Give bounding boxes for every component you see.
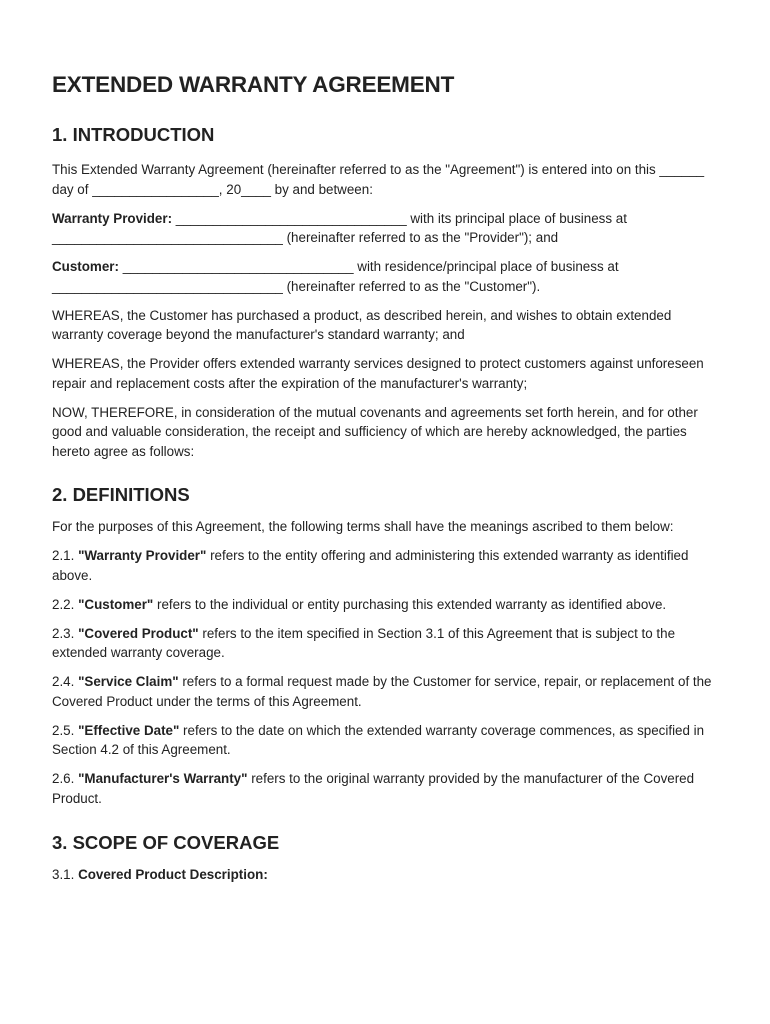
definition-number: 2.4. — [52, 674, 79, 689]
definition-item — [52, 546, 720, 585]
provider-text: _______________________________ with its principal place of business at _______________________________ (hereinafter referred to as the "Provider"); and — [52, 210, 627, 245]
whereas-paragraph-1: WHEREAS, the Customer has purchased a product, as described herein, and wishes to obtain extended warranty coverage beyond the manufacturer's standard warranty; and — [52, 307, 672, 342]
now-therefore-paragraph: NOW, THEREFORE, in consideration of the mutual covenants and agreements set forth herein, and for other good and valuable consideration, the receipt and sufficiency of which are hereby acknowledged, the parties hereto agree as follows: — [52, 404, 698, 459]
definition-text: refers to the date on which the extended warranty coverage commences, as specified in Section 4.2 of this Agreement. — [52, 722, 705, 757]
whereas-paragraph-2: WHEREAS, the Provider offers extended warranty services designed to protect customers against unforeseen repair and replacement costs after the expiration of the manufacturer's warranty; — [52, 356, 704, 391]
definition-number: 2.1. — [52, 548, 79, 563]
definition-text: refers to a formal request made by the Customer for service, repair, or replacement of the Covered Product under the terms of this Agreement. — [52, 674, 712, 709]
section-introduction — [52, 160, 720, 461]
definition-number: 2.5. — [52, 722, 79, 738]
definition-term: "Manufacturer's Warranty" — [78, 771, 248, 786]
intro-paragraph: This Extended Warranty Agreement (hereinafter referred to as the "Agreement") is entered into on this ______ day of _________________, 20____ by and between: — [52, 162, 705, 197]
definition-term: "Covered Product" — [78, 625, 199, 641]
definition-item — [52, 769, 720, 808]
section-scope-of-coverage — [52, 865, 720, 885]
customer-paragraph — [52, 257, 720, 296]
definition-item — [52, 721, 720, 760]
scope-item-number: 3.1. — [52, 867, 79, 882]
definition-text: refers to the individual or entity purchasing this extended warranty as identified above. — [153, 596, 667, 612]
provider-label: Warranty Provider: — [52, 210, 173, 226]
scope-item-label: Covered Product Description: — [78, 867, 268, 882]
definition-term: "Customer" — [78, 596, 154, 612]
definition-text: refers to the item specified in Section 3.1 of this Agreement that is subject to the extended warranty coverage. — [52, 625, 676, 660]
customer-label: Customer: — [52, 259, 119, 274]
definition-term: "Warranty Provider" — [78, 548, 207, 563]
definition-term: "Service Claim" — [78, 674, 179, 689]
document-page — [52, 70, 720, 885]
section-heading-scope-of-coverage: 3. SCOPE OF COVERAGE — [52, 832, 280, 853]
section-definitions — [52, 517, 720, 808]
definitions-intro: For the purposes of this Agreement, the following terms shall have the meanings ascribed to them below: — [52, 519, 674, 534]
definition-text: refers to the original warranty provided by the manufacturer of the Covered Product. — [52, 771, 695, 806]
definition-number: 2.2. — [52, 596, 79, 612]
definition-term: "Effective Date" — [78, 722, 180, 738]
definition-text: refers to the entity offering and administering this extended warranty as identified above. — [52, 548, 689, 583]
document-title: EXTENDED WARRANTY AGREEMENT — [52, 72, 455, 97]
definition-number: 2.6. — [52, 771, 79, 786]
provider-paragraph — [52, 209, 720, 248]
definition-item — [52, 595, 720, 615]
definition-number: 2.3. — [52, 625, 79, 641]
section-heading-definitions: 2. DEFINITIONS — [52, 484, 190, 505]
definition-item — [52, 624, 720, 663]
scope-item-3-1 — [52, 865, 720, 885]
definition-item — [52, 672, 720, 711]
customer-text: _______________________________ with residence/principal place of business at _______________________________ (hereinafter referred to as the "Customer"). — [52, 259, 619, 294]
section-heading-introduction: 1. INTRODUCTION — [52, 124, 215, 145]
